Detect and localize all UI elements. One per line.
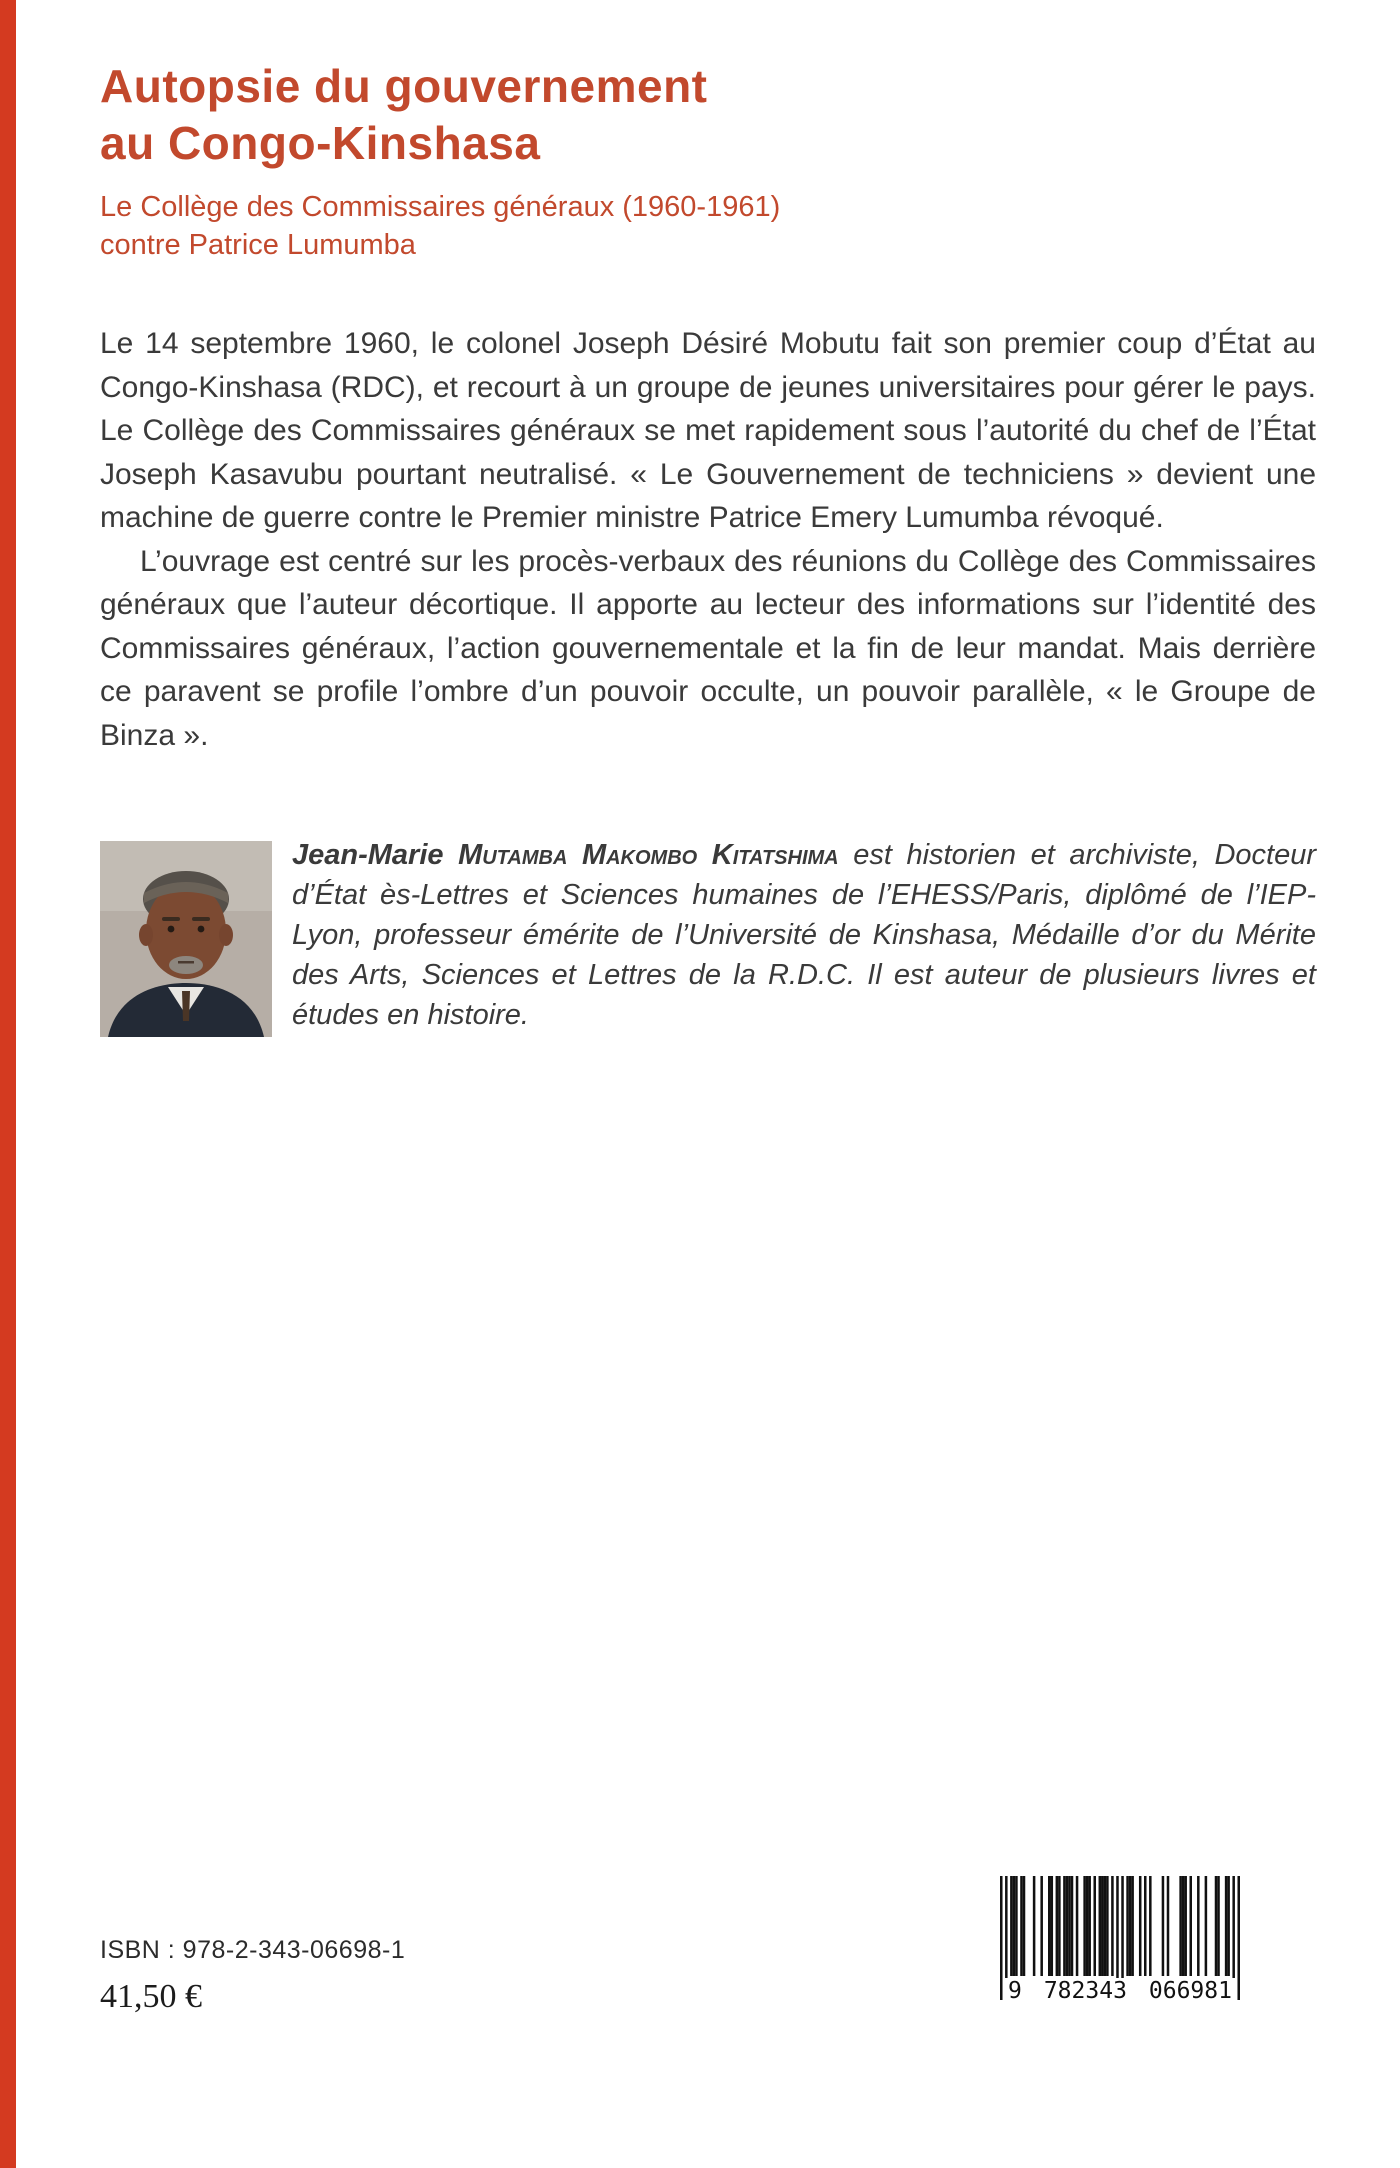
author-first-name: Jean-Marie: [292, 839, 444, 871]
book-title: [100, 58, 1316, 172]
author-photo: [100, 841, 272, 1037]
book-title-line1: Autopsie du gouvernement: [100, 60, 708, 112]
barcode-digit-group: 066981: [1145, 1978, 1236, 2004]
barcode-digit-group: 782343: [1040, 1978, 1131, 2004]
synopsis: [100, 322, 1316, 757]
synopsis-paragraph-1: Le 14 septembre 1960, le colonel Joseph Désiré Mobutu fait son premier coup d’État au Congo-Kinshasa (RDC), et recourt à un groupe de jeunes universitaires pour gérer le pays. Le Collège des Commissaires généraux se met rapidement sous l’autorité du chef de l’État Joseph Kasavubu pourtant neutralisé. « Le Gouvernement de techniciens » devient une machine de guerre contre le Premier ministre Patrice Emery Lumumba révoqué.: [100, 327, 1316, 534]
price-label: 41,50 €: [100, 1978, 202, 2015]
spine-stripe: [0, 0, 16, 2168]
barcode-number: [1000, 1978, 1240, 2004]
book-subtitle-line2: contre Patrice Lumumba: [100, 229, 416, 261]
barcode: [1000, 1876, 1240, 2004]
book-subtitle-line1: Le Collège des Commissaires généraux (1960-1961): [100, 191, 781, 223]
book-subtitle: [100, 188, 1316, 264]
isbn-label: ISBN : 978-2-343-06698-1: [100, 1936, 406, 1964]
book-title-line2: au Congo-Kinshasa: [100, 117, 541, 169]
synopsis-paragraph-2: L’ouvrage est centré sur les procès-verbaux des réunions du Collège des Commissaires généraux que l’auteur décortique. Il apporte au lecteur des informations sur l’identité des Commissaires généraux, l’action gouvernementale et la fin de leur mandat. Mais derrière ce paravent se profile l’ombre d’un pouvoir occulte, un pouvoir parallèle, « le Groupe de Binza ».: [100, 544, 1316, 752]
author-bio-text: est historien et archiviste, Docteur d’État ès-Lettres et Sciences humaines de l’EHESS/Paris, diplômé de l’IEP-Lyon, professeur émérite de l’Université de Kinshasa, Médaille d’or du Mérite des Arts, Sciences et Lettres de la R.D.C. Il est auteur de plusieurs livres et études en histoire.: [292, 839, 1317, 1031]
cover-content: [100, 0, 1316, 1043]
barcode-digit-group: 9: [1004, 1978, 1026, 2004]
author-last-name: Mutamba Makombo Kitatshima: [443, 839, 839, 871]
author-bio: [100, 835, 1316, 1035]
